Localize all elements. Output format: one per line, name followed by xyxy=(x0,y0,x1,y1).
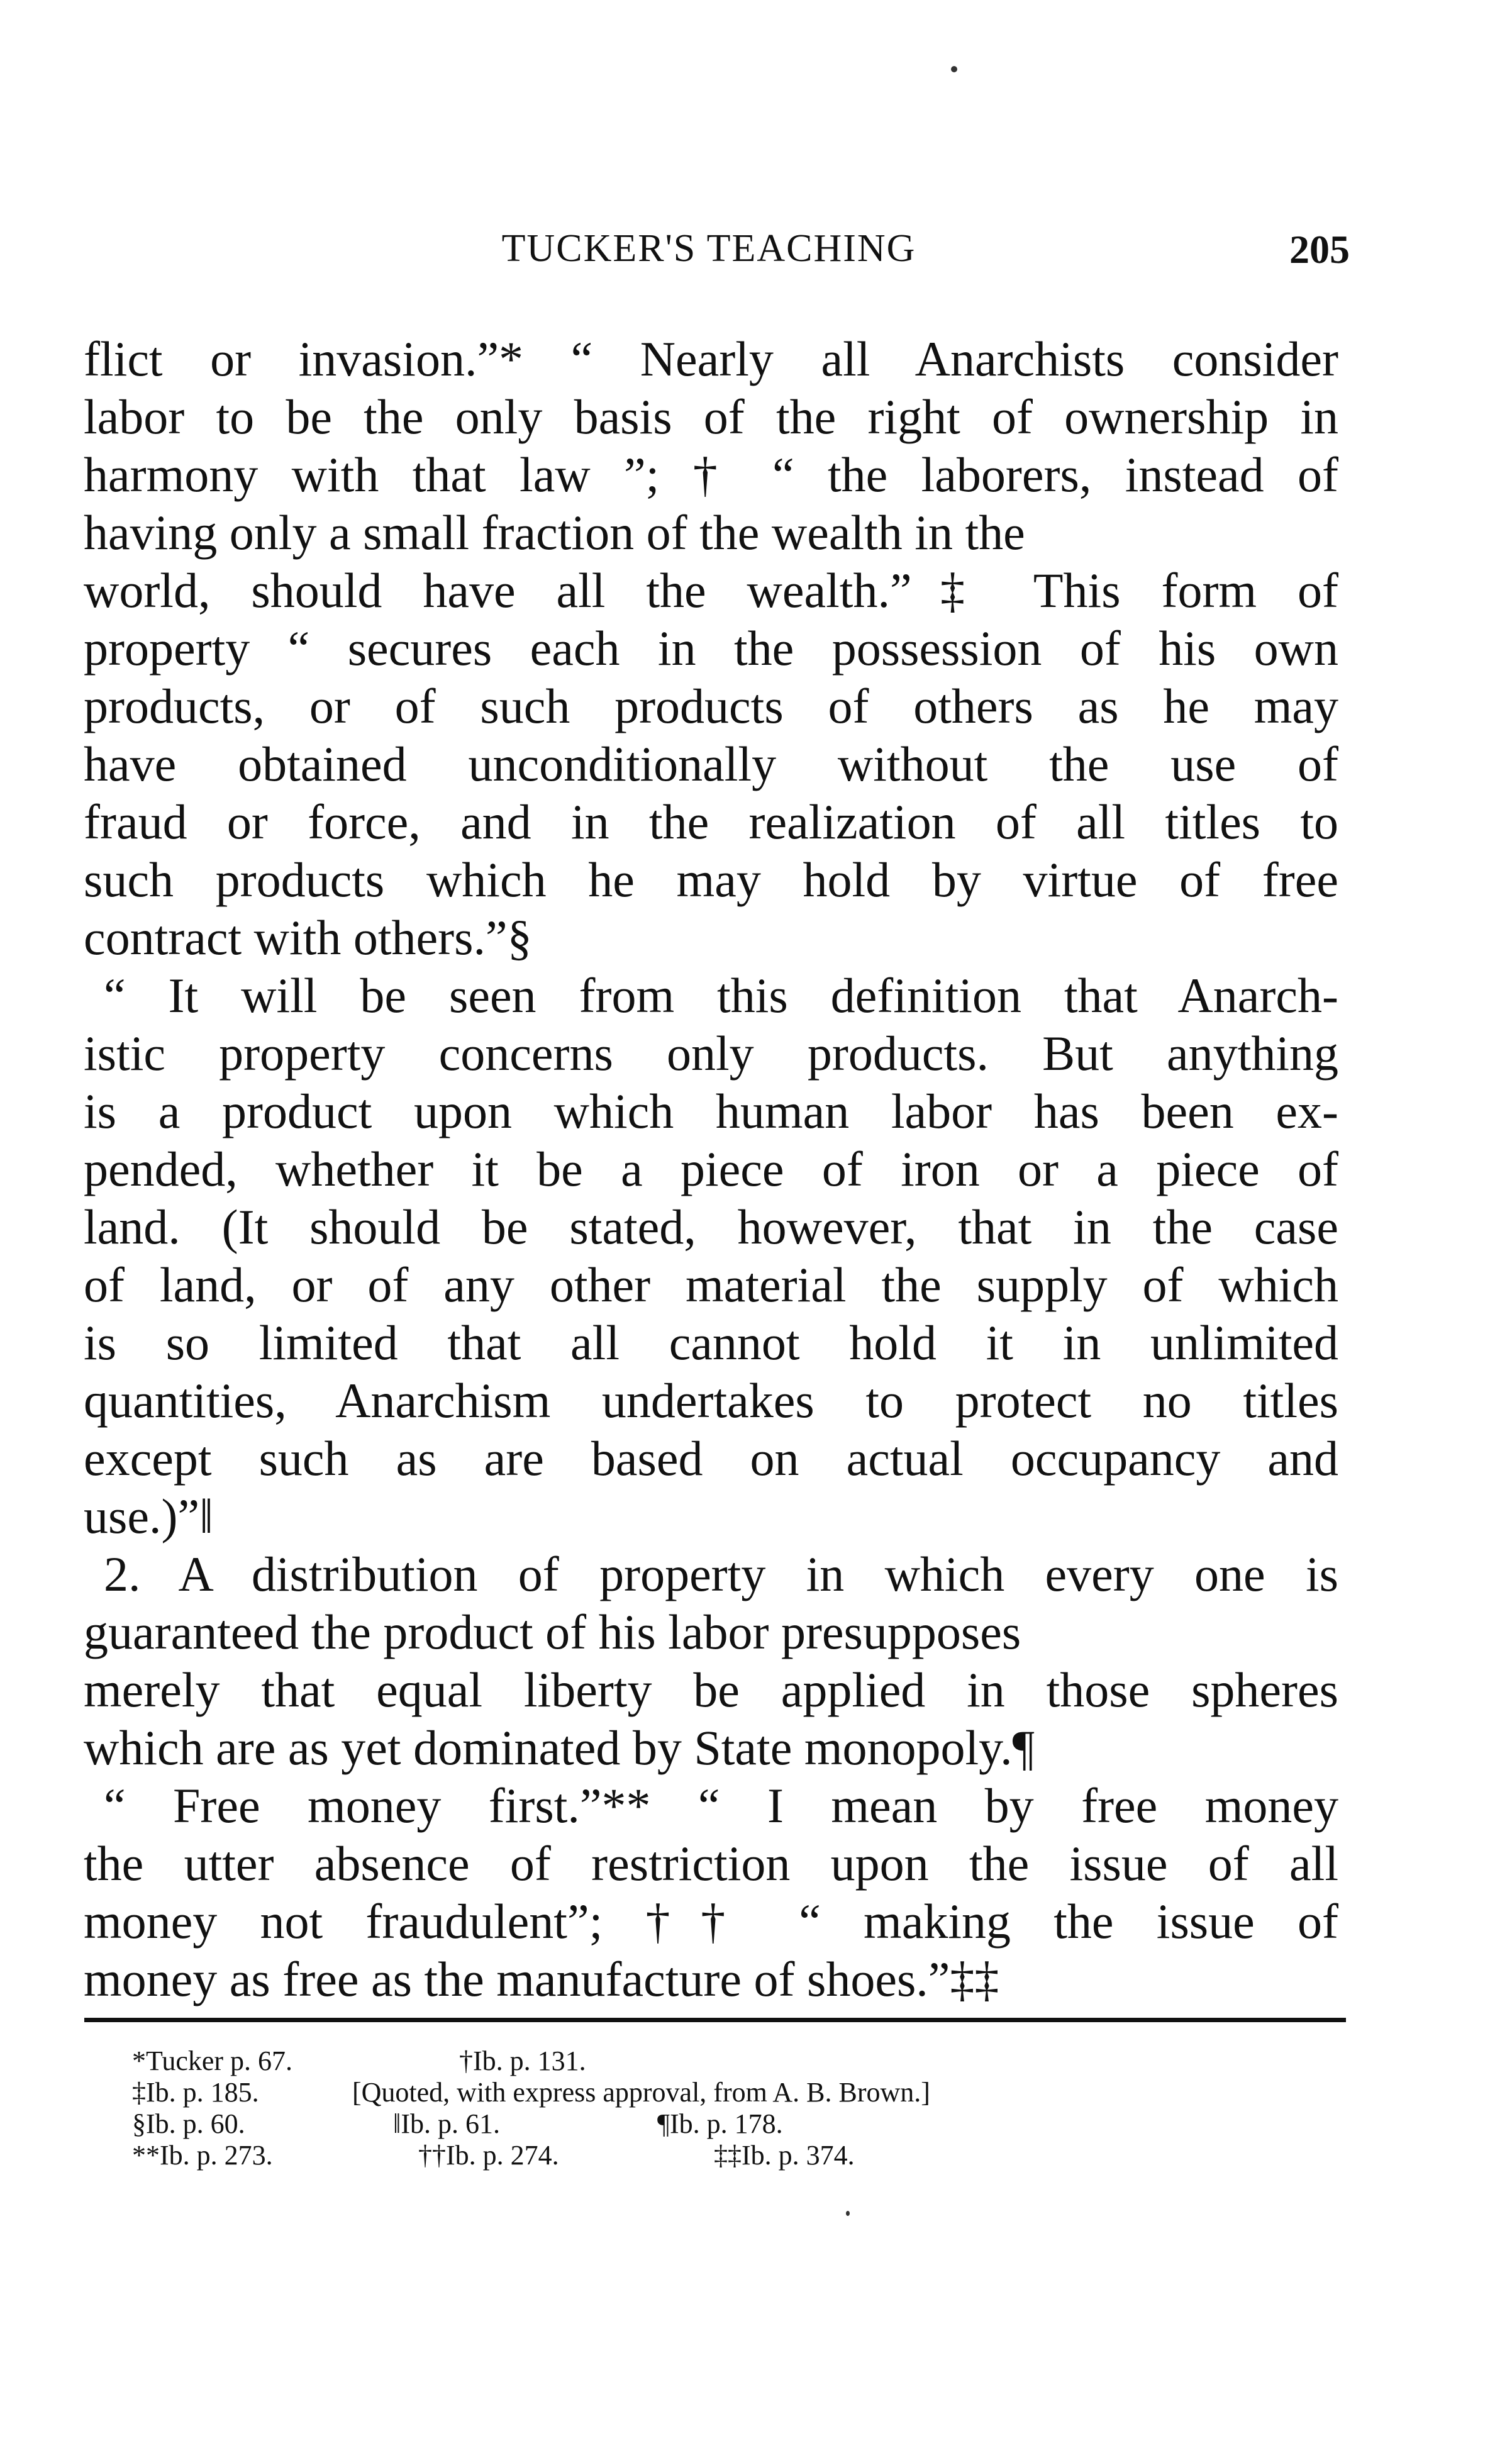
footnote: ¶Ib. p. 178. xyxy=(657,2108,783,2139)
text-line: money not fraudulent”; †† “ making the issue of xyxy=(84,1894,1338,1949)
speck xyxy=(951,66,957,72)
footnote: ††Ib. p. 274. xyxy=(418,2140,559,2171)
text-line: products, or of such products of others as he may xyxy=(84,679,1338,733)
text-line: which are as yet dominated by State monopoly.¶ xyxy=(84,1720,1035,1775)
text-line: 2. A distribution of property in which every one is xyxy=(104,1547,1338,1601)
text-line: merely that equal liberty be applied in those spheres xyxy=(84,1662,1338,1717)
text-line: having only a small fraction of the wealth in the xyxy=(84,505,1025,560)
footnote: †Ib. p. 131. xyxy=(459,2045,586,2076)
text-line: is so limited that all cannot hold it in unlimited xyxy=(84,1315,1338,1370)
running-head: TUCKER'S TEACHING xyxy=(501,227,916,270)
text-line: flict or invasion.”* “ Nearly all Anarchists consider xyxy=(84,331,1338,386)
text-line: land. (It should be stated, however, that in the case xyxy=(84,1199,1338,1254)
page-number: 205 xyxy=(1289,227,1350,272)
text-line: fraud or force, and in the realization of all titles to xyxy=(84,794,1338,849)
body-text xyxy=(84,330,1338,2008)
text-line: except such as are based on actual occupancy and xyxy=(84,1431,1338,1486)
text-line: quantities, Anarchism undertakes to protect no titles xyxy=(84,1373,1338,1428)
text-line: harmony with that law ”; † “ the laborers, instead of xyxy=(84,447,1338,502)
speck xyxy=(846,2211,850,2216)
text-line: pended, whether it be a piece of iron or a piece of xyxy=(84,1142,1338,1196)
text-line: the utter absence of restriction upon the issue of all xyxy=(84,1836,1338,1891)
text-line: use.)”‖ xyxy=(84,1489,213,1544)
footnote-rule xyxy=(84,2018,1346,2022)
text-line: “ It will be seen from this definition that Anarch- xyxy=(104,968,1338,1023)
text-line: contract with others.”§ xyxy=(84,910,532,965)
footnote: §Ib. p. 60. xyxy=(132,2108,245,2139)
text-line: money as free as the manufacture of shoes.”‡‡ xyxy=(84,1952,999,2006)
footnote: ‡‡Ib. p. 374. xyxy=(714,2140,855,2171)
text-line: such products which he may hold by virtue of free xyxy=(84,852,1338,907)
text-line: property “ secures each in the possession of his own xyxy=(84,621,1338,676)
text-line: is a product upon which human labor has been ex- xyxy=(84,1084,1338,1138)
footnote: *Tucker p. 67. xyxy=(132,2045,293,2076)
footnote-note: [Quoted, with express approval, from A. B. Brown.] xyxy=(352,2077,930,2108)
text-line: guaranteed the product of his labor presupposes xyxy=(84,1605,1021,1659)
footnote: **Ib. p. 273. xyxy=(132,2140,273,2171)
footnote: ‖Ib. p. 61. xyxy=(393,2108,501,2139)
text-line: world, should have all the wealth.”‡ This form of xyxy=(84,563,1338,618)
page-header xyxy=(0,226,1512,277)
text-line: have obtained unconditionally without the use of xyxy=(84,737,1338,791)
text-line: istic property concerns only products. But anything xyxy=(84,1026,1338,1081)
text-line: “ Free money first.”** “ I mean by free money xyxy=(104,1778,1338,1833)
text-line: labor to be the only basis of the right of ownership in xyxy=(84,389,1338,444)
text-line: of land, or of any other material the supply of which xyxy=(84,1257,1338,1312)
footnote: ‡Ib. p. 185. xyxy=(132,2077,259,2108)
